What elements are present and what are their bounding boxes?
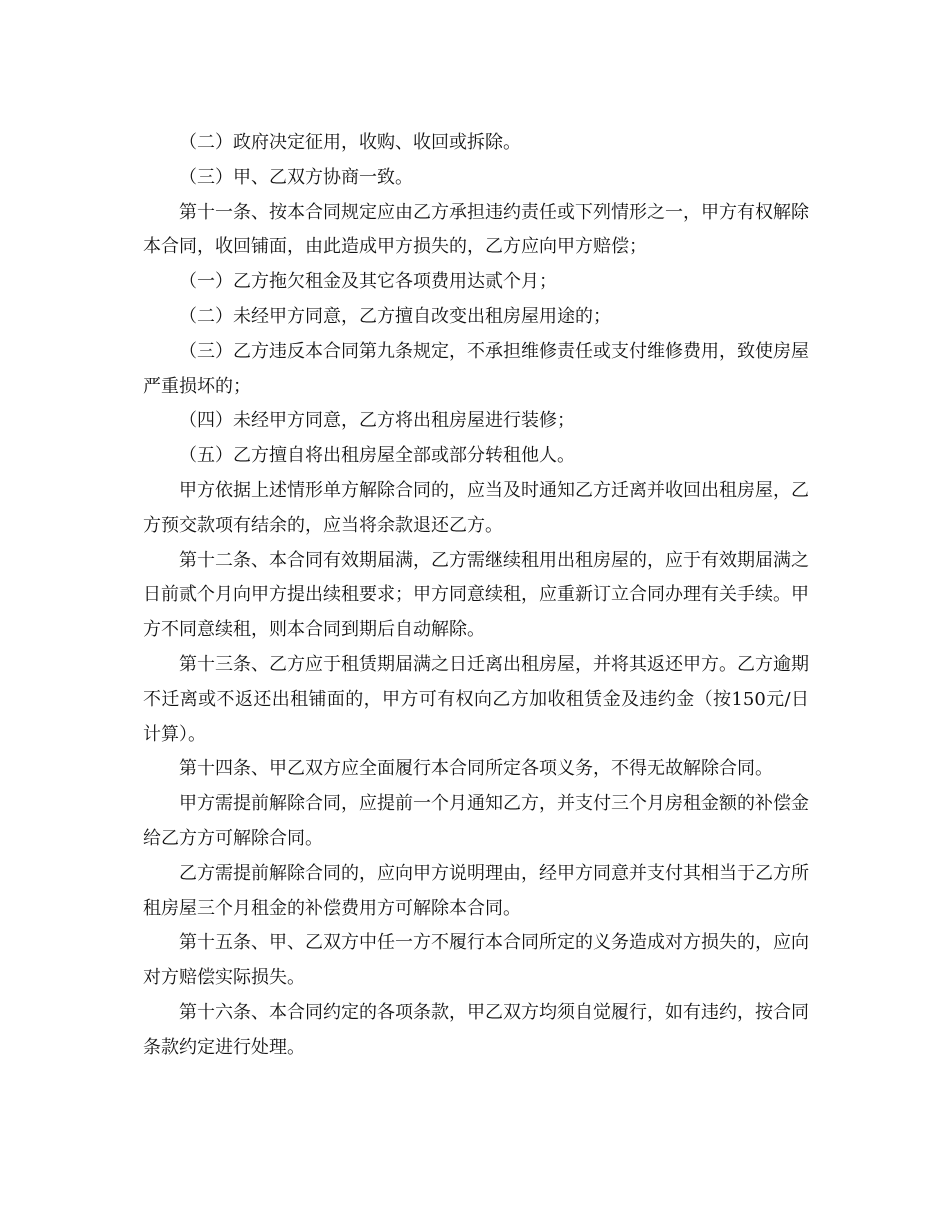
paragraph-article-11-item-4: （四）未经甲方同意，乙方将出租房屋进行装修；: [179, 410, 575, 432]
paragraph-article-11-item-2: （二）未经甲方同意，乙方擅自改变出租房屋用途的；: [179, 305, 611, 327]
paragraph-article-16: 第十六条、本合同约定的各项条款，甲乙双方均须自觉履行，如有违约，按合同条款约定进行处理。: [143, 1001, 809, 1058]
paragraph-article-12: 第十二条、本合同有效期届满，乙方需继续租用出租房屋的，应于有效期届满之日前贰个月向甲方提出续租要求；甲方同意续租，应重新订立合同办理有关手续。甲方不同意续租，则本合同到期后自动解除。: [143, 549, 809, 641]
paragraph-article-11: 第十一条、按本合同规定应由乙方承担违约责任或下列情形之一，甲方有权解除本合同，收回铺面，由此造成甲方损失的，乙方应向甲方赔偿；: [143, 201, 809, 258]
paragraph-article-13: 第十三条、乙方应于租赁期届满之日迁离出租房屋，并将其返还甲方。乙方逾期不迁离或不返还出租铺面的，甲方可有权向乙方加收租赁金及违约金（按150元/日计算）。: [143, 653, 809, 745]
paragraph-clause-2: （二）政府决定征用，收购、收回或拆除。: [179, 132, 521, 153]
contract-body: [143, 126, 809, 1066]
paragraph-article-14-party-a: 甲方需提前解除合同，应提前一个月通知乙方，并支付三个月房租金额的补偿金给乙方方可解除合同。: [143, 793, 809, 849]
paragraph-article-11-item-3: （三）乙方违反本合同第九条规定，不承担维修责任或支付维修费用，致使房屋严重损坏的；: [143, 340, 809, 397]
paragraph-clause-3: （三）甲、乙双方协商一致。: [179, 166, 413, 188]
paragraph-article-14: 第十四条、甲乙双方应全面履行本合同所定各项义务，不得无故解除合同。: [179, 758, 773, 780]
paragraph-article-11-item-5: （五）乙方擅自将出租房屋全部或部分转租他人。: [179, 445, 575, 467]
paragraph-article-11-item-1: （一）乙方拖欠租金及其它各项费用达贰个月；: [179, 271, 557, 293]
paragraph-article-14-party-b: 乙方需提前解除合同的，应向甲方说明理由，经甲方同意并支付其相当于乙方所租房屋三个月租金的补偿费用方可解除本合同。: [143, 862, 809, 919]
paragraph-article-15: 第十五条、甲、乙双方中任一方不履行本合同所定的义务造成对方损失的，应向对方赔偿实际损失。: [143, 932, 809, 989]
paragraph-article-11-termination: 甲方依据上述情形单方解除合同的，应当及时通知乙方迁离并收回出租房屋，乙方预交款项有结余的，应当将余款退还乙方。: [143, 479, 809, 536]
